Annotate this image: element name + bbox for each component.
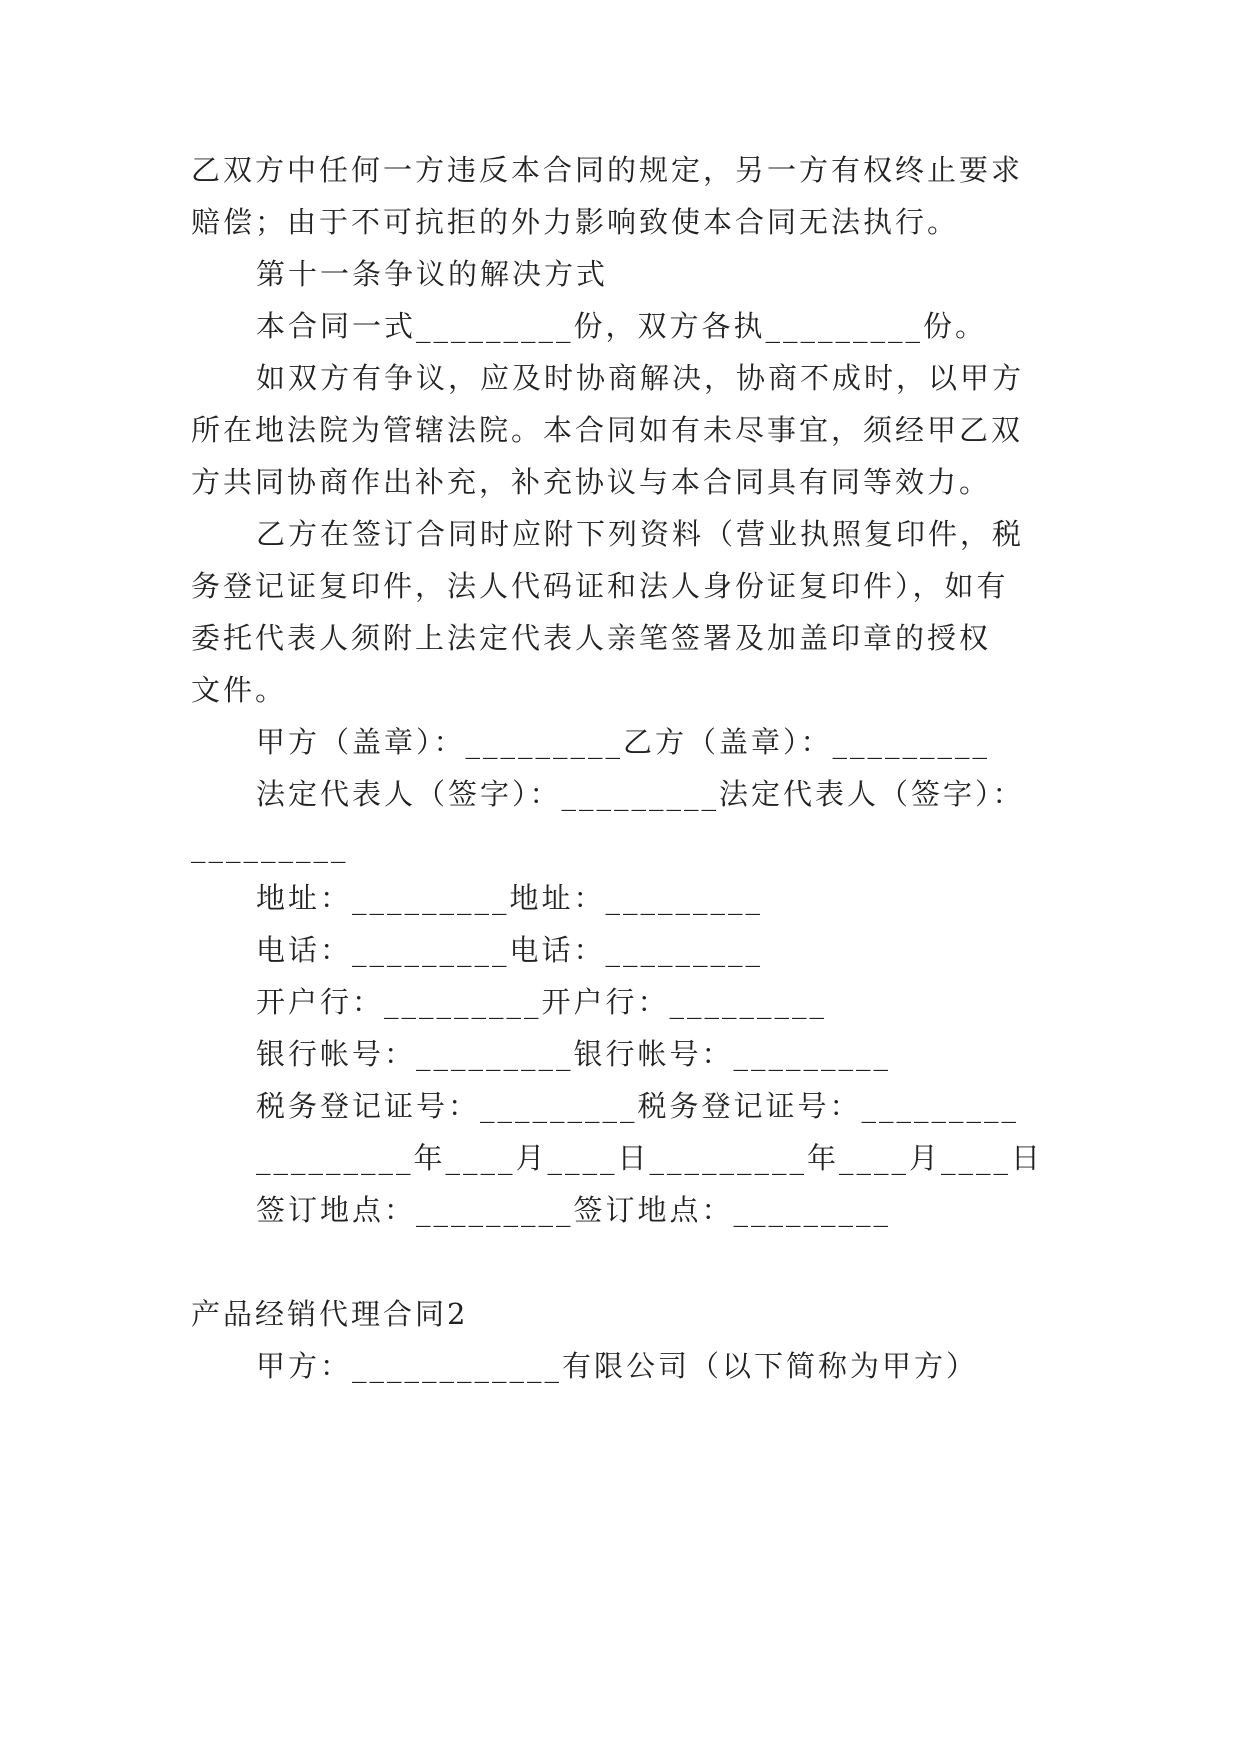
text-line: 所在地法院为管辖法院。本合同如有未尽事宜，须经甲乙双 bbox=[191, 413, 1024, 447]
field-address: 地址：_________地址：_________ bbox=[256, 881, 764, 915]
text-line: 务登记证复印件，法人代码证和法人身份证复印件），如有 bbox=[191, 569, 1009, 603]
blank-line: _________ bbox=[191, 829, 349, 863]
signature-line-seal: 甲方（盖章）：_________乙方（盖章）：_________ bbox=[256, 725, 991, 759]
text-line: 委托代表人须附上法定代表人亲笔签署及加盖印章的授权 bbox=[191, 621, 992, 655]
signature-line-representative: 法定代表人（签字）：_________法定代表人（签字）： bbox=[256, 777, 1025, 811]
text-line: 乙方在签订合同时应附下列资料（营业执照复印件，税 bbox=[256, 517, 1025, 551]
field-signing-place: 签订地点：_________签订地点：_________ bbox=[256, 1193, 892, 1227]
field-phone: 电话：_________电话：_________ bbox=[256, 933, 764, 967]
contract-title: 产品经销代理合同2 bbox=[191, 1297, 469, 1331]
text-line: 如双方有争议，应及时协商解决，协商不成时，以甲方 bbox=[256, 361, 1025, 395]
text-line: 文件。 bbox=[191, 673, 288, 707]
text-line: 赔偿；由于不可抗拒的外力影响致使本合同无法执行。 bbox=[191, 205, 960, 239]
field-date: _________年____月____日_________年____月____日 bbox=[256, 1141, 1044, 1175]
field-bank: 开户行：_________开户行：_________ bbox=[256, 985, 828, 1019]
section-heading: 第十一条争议的解决方式 bbox=[256, 257, 609, 291]
party-a-line: 甲方：____________有限公司（以下简称为甲方） bbox=[256, 1349, 979, 1383]
text-line: 本合同一式_________份，双方各执_________份。 bbox=[256, 309, 988, 343]
field-bank-account: 银行帐号：_________银行帐号：_________ bbox=[256, 1037, 892, 1071]
text-line: 乙双方中任何一方违反本合同的规定，另一方有权终止要求 bbox=[191, 153, 1024, 187]
text-line: 方共同协商作出补充，补充协议与本合同具有同等效力。 bbox=[191, 465, 992, 499]
field-tax-number: 税务登记证号：_________税务登记证号：_________ bbox=[256, 1089, 1020, 1123]
